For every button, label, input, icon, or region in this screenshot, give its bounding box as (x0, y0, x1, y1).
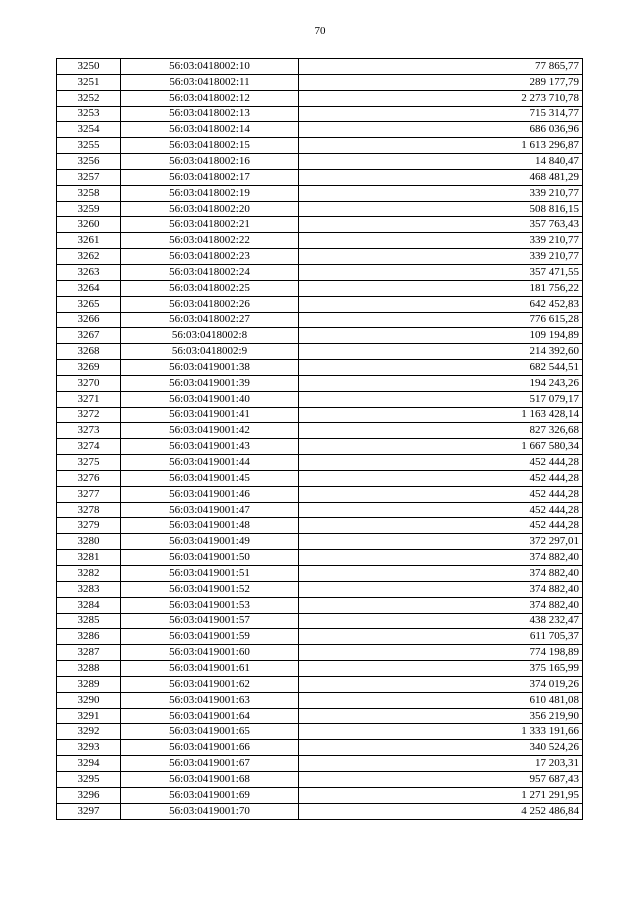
row-number-cell: 3277 (57, 486, 121, 502)
table-row (57, 280, 583, 296)
table-row (57, 470, 583, 486)
value-cell: 452 444,28 (299, 455, 583, 471)
table-row (57, 756, 583, 772)
row-number-cell: 3264 (57, 280, 121, 296)
value-cell: 1 333 191,66 (299, 724, 583, 740)
page-number: 70 (314, 25, 326, 37)
row-number-cell: 3284 (57, 597, 121, 613)
value-cell: 374 882,40 (299, 566, 583, 582)
row-number-cell: 3257 (57, 169, 121, 185)
table-row (57, 264, 583, 280)
value-cell: 214 392,60 (299, 344, 583, 360)
cadastral-number-cell: 56:03:0418002:11 (121, 74, 299, 90)
row-number-cell: 3282 (57, 566, 121, 582)
table-row (57, 502, 583, 518)
table-row (57, 154, 583, 170)
cadastral-number-cell: 56:03:0419001:42 (121, 423, 299, 439)
table-row (57, 455, 583, 471)
cadastral-number-cell: 56:03:0418002:22 (121, 233, 299, 249)
table-row (57, 740, 583, 756)
row-number-cell: 3252 (57, 90, 121, 106)
cadastral-number-cell: 56:03:0418002:8 (121, 328, 299, 344)
cadastral-number-cell: 56:03:0419001:64 (121, 708, 299, 724)
row-number-cell: 3293 (57, 740, 121, 756)
value-cell: 686 036,96 (299, 122, 583, 138)
table-row (57, 692, 583, 708)
table-row (57, 106, 583, 122)
value-cell: 339 210,77 (299, 185, 583, 201)
row-number-cell: 3265 (57, 296, 121, 312)
value-cell: 452 444,28 (299, 470, 583, 486)
row-number-cell: 3296 (57, 787, 121, 803)
table-row (57, 771, 583, 787)
cadastral-number-cell: 56:03:0419001:62 (121, 676, 299, 692)
value-cell: 776 615,28 (299, 312, 583, 328)
value-cell: 642 452,83 (299, 296, 583, 312)
table-row (57, 566, 583, 582)
row-number-cell: 3260 (57, 217, 121, 233)
value-cell: 289 177,79 (299, 74, 583, 90)
cadastral-number-cell: 56:03:0419001:40 (121, 391, 299, 407)
row-number-cell: 3259 (57, 201, 121, 217)
value-cell: 610 481,08 (299, 692, 583, 708)
table-row (57, 328, 583, 344)
cadastral-number-cell: 56:03:0419001:41 (121, 407, 299, 423)
cadastral-number-cell: 56:03:0419001:50 (121, 550, 299, 566)
row-number-cell: 3270 (57, 375, 121, 391)
value-cell: 372 297,01 (299, 534, 583, 550)
row-number-cell: 3288 (57, 661, 121, 677)
table-row (57, 439, 583, 455)
cadastral-number-cell: 56:03:0419001:43 (121, 439, 299, 455)
value-cell: 374 882,40 (299, 597, 583, 613)
value-cell: 374 882,40 (299, 550, 583, 566)
value-cell: 14 840,47 (299, 154, 583, 170)
value-cell: 2 273 710,78 (299, 90, 583, 106)
cadastral-number-cell: 56:03:0419001:59 (121, 629, 299, 645)
value-cell: 356 219,90 (299, 708, 583, 724)
table-row (57, 185, 583, 201)
value-cell: 957 687,43 (299, 771, 583, 787)
table-row (57, 138, 583, 154)
table-row (57, 391, 583, 407)
cadastral-number-cell: 56:03:0419001:67 (121, 756, 299, 772)
table-row (57, 360, 583, 376)
cadastral-number-cell: 56:03:0419001:49 (121, 534, 299, 550)
row-number-cell: 3297 (57, 803, 121, 819)
value-cell: 1 163 428,14 (299, 407, 583, 423)
cadastral-number-cell: 56:03:0418002:20 (121, 201, 299, 217)
cadastral-number-cell: 56:03:0419001:51 (121, 566, 299, 582)
row-number-cell: 3276 (57, 470, 121, 486)
row-number-cell: 3295 (57, 771, 121, 787)
table-row (57, 375, 583, 391)
row-number-cell: 3269 (57, 360, 121, 376)
table-row (57, 407, 583, 423)
cadastral-number-cell: 56:03:0419001:68 (121, 771, 299, 787)
table-row (57, 518, 583, 534)
value-cell: 77 865,77 (299, 59, 583, 75)
table-row (57, 581, 583, 597)
cadastral-number-cell: 56:03:0419001:44 (121, 455, 299, 471)
cadastral-number-cell: 56:03:0419001:70 (121, 803, 299, 819)
table-row (57, 296, 583, 312)
value-cell: 517 079,17 (299, 391, 583, 407)
row-number-cell: 3255 (57, 138, 121, 154)
row-number-cell: 3261 (57, 233, 121, 249)
cadastral-number-cell: 56:03:0418002:23 (121, 249, 299, 265)
row-number-cell: 3262 (57, 249, 121, 265)
value-cell: 468 481,29 (299, 169, 583, 185)
row-number-cell: 3289 (57, 676, 121, 692)
table-row (57, 423, 583, 439)
row-number-cell: 3263 (57, 264, 121, 280)
cadastral-number-cell: 56:03:0419001:47 (121, 502, 299, 518)
row-number-cell: 3254 (57, 122, 121, 138)
table-row (57, 613, 583, 629)
cadastral-number-cell: 56:03:0418002:14 (121, 122, 299, 138)
value-cell: 1 667 580,34 (299, 439, 583, 455)
table-row (57, 233, 583, 249)
cadastral-number-cell: 56:03:0418002:13 (121, 106, 299, 122)
cadastral-number-cell: 56:03:0419001:69 (121, 787, 299, 803)
table-row (57, 486, 583, 502)
value-cell: 611 705,37 (299, 629, 583, 645)
cadastral-number-cell: 56:03:0418002:24 (121, 264, 299, 280)
table-body (57, 59, 583, 820)
row-number-cell: 3287 (57, 645, 121, 661)
cadastral-number-cell: 56:03:0419001:66 (121, 740, 299, 756)
table-row (57, 629, 583, 645)
value-cell: 682 544,51 (299, 360, 583, 376)
cadastral-number-cell: 56:03:0418002:16 (121, 154, 299, 170)
row-number-cell: 3294 (57, 756, 121, 772)
row-number-cell: 3285 (57, 613, 121, 629)
cadastral-number-cell: 56:03:0418002:10 (121, 59, 299, 75)
cadastral-number-cell: 56:03:0419001:38 (121, 360, 299, 376)
row-number-cell: 3278 (57, 502, 121, 518)
value-cell: 340 524,26 (299, 740, 583, 756)
row-number-cell: 3268 (57, 344, 121, 360)
table-row (57, 597, 583, 613)
cadastral-number-cell: 56:03:0418002:25 (121, 280, 299, 296)
value-cell: 1 271 291,95 (299, 787, 583, 803)
value-cell: 17 203,31 (299, 756, 583, 772)
cadastral-number-cell: 56:03:0418002:26 (121, 296, 299, 312)
value-cell: 181 756,22 (299, 280, 583, 296)
table-row (57, 249, 583, 265)
row-number-cell: 3283 (57, 581, 121, 597)
row-number-cell: 3253 (57, 106, 121, 122)
row-number-cell: 3266 (57, 312, 121, 328)
row-number-cell: 3291 (57, 708, 121, 724)
row-number-cell: 3272 (57, 407, 121, 423)
value-cell: 374 882,40 (299, 581, 583, 597)
cadastral-number-cell: 56:03:0418002:17 (121, 169, 299, 185)
value-cell: 452 444,28 (299, 486, 583, 502)
value-cell: 357 471,55 (299, 264, 583, 280)
cadastral-number-cell: 56:03:0419001:45 (121, 470, 299, 486)
value-cell: 438 232,47 (299, 613, 583, 629)
cadastral-number-cell: 56:03:0418002:12 (121, 90, 299, 106)
cadastral-number-cell: 56:03:0419001:46 (121, 486, 299, 502)
table-row (57, 74, 583, 90)
table-row (57, 724, 583, 740)
value-cell: 194 243,26 (299, 375, 583, 391)
value-cell: 508 816,15 (299, 201, 583, 217)
cadastral-number-cell: 56:03:0419001:52 (121, 581, 299, 597)
table-row (57, 645, 583, 661)
cadastral-value-table (56, 58, 583, 820)
cadastral-number-cell: 56:03:0418002:21 (121, 217, 299, 233)
table-row (57, 344, 583, 360)
cadastral-number-cell: 56:03:0418002:27 (121, 312, 299, 328)
table-row (57, 661, 583, 677)
row-number-cell: 3292 (57, 724, 121, 740)
row-number-cell: 3290 (57, 692, 121, 708)
cadastral-number-cell: 56:03:0419001:63 (121, 692, 299, 708)
table-row (57, 201, 583, 217)
value-cell: 715 314,77 (299, 106, 583, 122)
row-number-cell: 3271 (57, 391, 121, 407)
table-row (57, 708, 583, 724)
value-cell: 375 165,99 (299, 661, 583, 677)
value-cell: 4 252 486,84 (299, 803, 583, 819)
table-row (57, 803, 583, 819)
value-cell: 339 210,77 (299, 249, 583, 265)
value-cell: 339 210,77 (299, 233, 583, 249)
table-row (57, 550, 583, 566)
value-cell: 1 613 296,87 (299, 138, 583, 154)
row-number-cell: 3250 (57, 59, 121, 75)
value-cell: 452 444,28 (299, 502, 583, 518)
table-row (57, 122, 583, 138)
cadastral-number-cell: 56:03:0418002:19 (121, 185, 299, 201)
cadastral-number-cell: 56:03:0418002:9 (121, 344, 299, 360)
row-number-cell: 3279 (57, 518, 121, 534)
table-row (57, 169, 583, 185)
cadastral-number-cell: 56:03:0419001:39 (121, 375, 299, 391)
cadastral-number-cell: 56:03:0419001:61 (121, 661, 299, 677)
row-number-cell: 3286 (57, 629, 121, 645)
cadastral-number-cell: 56:03:0419001:57 (121, 613, 299, 629)
cadastral-number-cell: 56:03:0418002:15 (121, 138, 299, 154)
table-row (57, 534, 583, 550)
value-cell: 374 019,26 (299, 676, 583, 692)
row-number-cell: 3256 (57, 154, 121, 170)
cadastral-number-cell: 56:03:0419001:48 (121, 518, 299, 534)
table-row (57, 787, 583, 803)
cadastral-number-cell: 56:03:0419001:53 (121, 597, 299, 613)
row-number-cell: 3275 (57, 455, 121, 471)
table-row (57, 312, 583, 328)
row-number-cell: 3274 (57, 439, 121, 455)
table-row (57, 217, 583, 233)
value-cell: 774 198,89 (299, 645, 583, 661)
row-number-cell: 3273 (57, 423, 121, 439)
table-row (57, 676, 583, 692)
row-number-cell: 3267 (57, 328, 121, 344)
row-number-cell: 3251 (57, 74, 121, 90)
row-number-cell: 3281 (57, 550, 121, 566)
row-number-cell: 3258 (57, 185, 121, 201)
table-row (57, 59, 583, 75)
value-cell: 357 763,43 (299, 217, 583, 233)
value-cell: 109 194,89 (299, 328, 583, 344)
value-cell: 452 444,28 (299, 518, 583, 534)
value-cell: 827 326,68 (299, 423, 583, 439)
row-number-cell: 3280 (57, 534, 121, 550)
cadastral-number-cell: 56:03:0419001:65 (121, 724, 299, 740)
table-row (57, 90, 583, 106)
cadastral-number-cell: 56:03:0419001:60 (121, 645, 299, 661)
